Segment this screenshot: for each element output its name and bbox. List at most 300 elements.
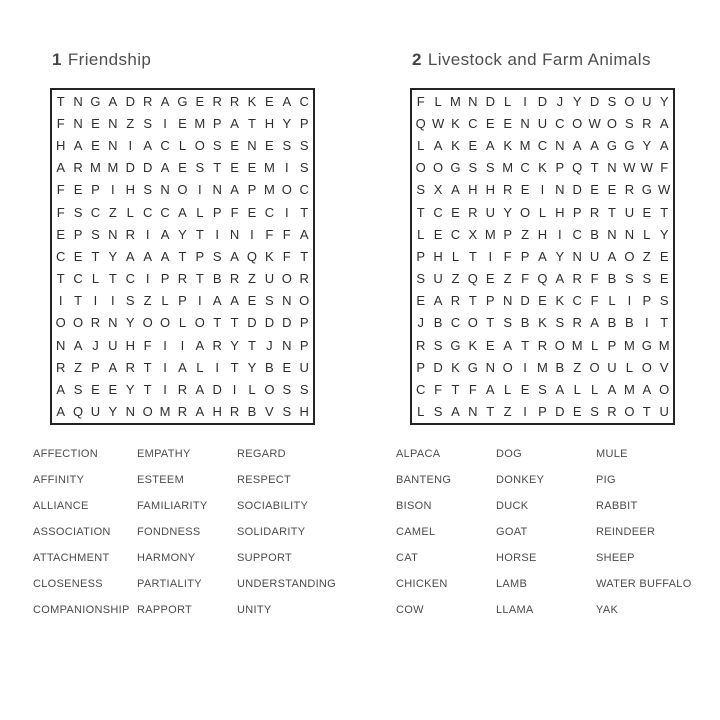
grid-letter: R bbox=[177, 271, 188, 287]
grid-letter: P bbox=[485, 293, 495, 309]
grid-letter: J bbox=[266, 337, 273, 353]
grid-letter: I bbox=[523, 404, 527, 420]
grid-letter: I bbox=[111, 293, 115, 309]
grid-letter: I bbox=[558, 226, 562, 242]
grid-letter: L bbox=[417, 226, 425, 242]
grid-letter: M bbox=[90, 160, 101, 176]
grid-letter: A bbox=[590, 137, 599, 153]
grid-letter: S bbox=[503, 315, 512, 331]
grid-letter: Y bbox=[230, 337, 239, 353]
grid-letter: U bbox=[642, 93, 652, 109]
puzzle-title bbox=[412, 50, 675, 70]
grid-letter: O bbox=[624, 404, 635, 420]
word-list-item: CAT bbox=[396, 552, 419, 564]
grid-letter: T bbox=[608, 204, 616, 220]
grid-letter: T bbox=[300, 204, 309, 220]
grid-letter: U bbox=[299, 359, 309, 375]
grid-letter: V bbox=[659, 359, 669, 375]
word-list-item: FONDNESS bbox=[137, 526, 201, 538]
grid-letter: L bbox=[178, 137, 187, 153]
grid-letter: M bbox=[484, 226, 496, 242]
grid-letter: N bbox=[468, 93, 478, 109]
grid-letter: D bbox=[264, 315, 275, 331]
grid-letter: M bbox=[571, 337, 583, 353]
grid-letter: O bbox=[624, 93, 635, 109]
grid-letter: A bbox=[451, 182, 460, 198]
grid-letter: I bbox=[284, 204, 289, 220]
grid-letter: E bbox=[247, 204, 257, 220]
grid-letter: K bbox=[451, 137, 460, 153]
grid-letter: Y bbox=[572, 93, 582, 109]
grid-letter: A bbox=[590, 315, 599, 331]
grid-letter: E bbox=[91, 382, 100, 398]
grid-letter: I bbox=[128, 137, 133, 153]
grid-letter: R bbox=[502, 182, 513, 198]
grid-letter: E bbox=[659, 248, 669, 264]
grid-letter: L bbox=[504, 382, 512, 398]
grid-letter: C bbox=[450, 226, 461, 242]
grid-letter: C bbox=[572, 226, 582, 242]
grid-letter: T bbox=[91, 248, 100, 264]
grid-letter: J bbox=[556, 93, 564, 109]
grid-letter: A bbox=[607, 382, 617, 398]
grid-letter: N bbox=[555, 182, 565, 198]
grid-letter: I bbox=[198, 182, 202, 198]
grid-letter: E bbox=[108, 382, 118, 398]
grid-letter: Y bbox=[659, 226, 669, 242]
grid-letter: O bbox=[519, 204, 531, 220]
grid-letter: S bbox=[642, 271, 652, 287]
grid-letter: A bbox=[178, 359, 187, 375]
grid-letter: E bbox=[56, 226, 66, 242]
grid-letter: O bbox=[433, 160, 444, 176]
word-list-item: EMPATHY bbox=[137, 448, 191, 460]
grid-letter: E bbox=[485, 271, 495, 287]
grid-letter: I bbox=[232, 382, 237, 398]
grid-letter: C bbox=[56, 248, 66, 264]
grid-letter: L bbox=[178, 315, 187, 331]
grid-letter: U bbox=[433, 271, 443, 287]
grid-letter: I bbox=[163, 359, 167, 375]
grid-letter: P bbox=[538, 404, 547, 420]
grid-letter: T bbox=[486, 315, 495, 331]
grid-letter: I bbox=[644, 315, 649, 331]
grid-letter: F bbox=[521, 271, 530, 287]
grid-letter: O bbox=[467, 315, 478, 331]
grid-letter: T bbox=[660, 315, 669, 331]
grid-letter: O bbox=[554, 337, 565, 353]
word-list-item: PARTIALITY bbox=[137, 578, 202, 590]
grid-letter: O bbox=[55, 315, 66, 331]
grid-letter: W bbox=[658, 182, 671, 198]
word-search-grid bbox=[410, 88, 675, 425]
grid-letter: U bbox=[537, 115, 548, 131]
grid-letter: C bbox=[537, 137, 548, 153]
grid-letter: A bbox=[555, 271, 565, 287]
grid-letter: L bbox=[573, 382, 581, 398]
grid-letter: O bbox=[194, 137, 205, 153]
grid-letter: R bbox=[624, 182, 635, 198]
grid-letter: N bbox=[520, 115, 530, 131]
puzzle-number: 1 bbox=[52, 50, 62, 69]
grid-letter: S bbox=[433, 404, 443, 420]
grid-letter: R bbox=[142, 93, 153, 109]
grid-letter: E bbox=[520, 182, 530, 198]
puzzle-title-text: Livestock and Farm Animals bbox=[427, 50, 651, 69]
grid-letter: Q bbox=[415, 115, 426, 131]
grid-letter: I bbox=[163, 337, 167, 353]
grid-letter: N bbox=[624, 226, 635, 242]
grid-letter: K bbox=[538, 160, 547, 176]
grid-letter: A bbox=[503, 337, 512, 353]
grid-letter: Y bbox=[642, 137, 652, 153]
grid-letter: F bbox=[282, 226, 291, 242]
grid-letter: O bbox=[299, 293, 310, 309]
grid-letter: U bbox=[624, 204, 635, 220]
grid-letter: E bbox=[451, 204, 460, 220]
grid-letter: O bbox=[281, 271, 292, 287]
grid-letter: E bbox=[265, 137, 274, 153]
grid-letter: P bbox=[299, 315, 309, 331]
grid-letter: M bbox=[658, 337, 670, 353]
grid-letter: D bbox=[572, 182, 582, 198]
grid-letter: N bbox=[160, 182, 170, 198]
grid-letter: A bbox=[607, 248, 617, 264]
grid-letter: D bbox=[520, 293, 530, 309]
grid-letter: A bbox=[160, 93, 170, 109]
grid-letter: Q bbox=[467, 271, 478, 287]
grid-letter: F bbox=[660, 160, 669, 176]
grid-letter: H bbox=[433, 248, 443, 264]
grid-letter: R bbox=[572, 315, 582, 331]
grid-letter: O bbox=[624, 248, 635, 264]
grid-letter: A bbox=[433, 137, 443, 153]
grid-letter: Z bbox=[248, 271, 256, 287]
grid-letter: S bbox=[659, 293, 669, 309]
word-list-item: DUCK bbox=[496, 500, 529, 512]
word-list-item: AFFINITY bbox=[33, 474, 85, 486]
grid-letter: P bbox=[299, 115, 309, 131]
grid-letter: C bbox=[450, 315, 461, 331]
word-list-item: PIG bbox=[596, 474, 616, 486]
grid-letter: H bbox=[125, 337, 135, 353]
grid-letter: F bbox=[282, 248, 291, 264]
grid-letter: R bbox=[73, 160, 83, 176]
grid-letter: S bbox=[590, 404, 599, 420]
grid-letter: H bbox=[468, 182, 478, 198]
grid-letter: W bbox=[588, 115, 601, 131]
grid-letter: C bbox=[90, 204, 101, 220]
grid-letter: N bbox=[229, 226, 240, 242]
grid-letter: C bbox=[73, 271, 83, 287]
grid-letter: E bbox=[195, 93, 205, 109]
grid-letter: A bbox=[659, 137, 669, 153]
grid-letter: A bbox=[642, 382, 652, 398]
grid-letter: P bbox=[160, 271, 170, 287]
grid-letter: S bbox=[416, 271, 426, 287]
grid-letter: I bbox=[540, 182, 545, 198]
grid-letter: E bbox=[433, 226, 443, 242]
grid-letter: T bbox=[590, 160, 599, 176]
word-list-item: SUPPORT bbox=[237, 552, 293, 564]
grid-letter: S bbox=[212, 137, 222, 153]
grid-letter: T bbox=[300, 248, 309, 264]
grid-letter: T bbox=[416, 204, 425, 220]
grid-letter: N bbox=[607, 160, 617, 176]
grid-letter: N bbox=[282, 293, 292, 309]
grid-letter: W bbox=[623, 160, 636, 176]
word-list-item: ATTACHMENT bbox=[33, 552, 110, 564]
grid-letter: R bbox=[90, 315, 101, 331]
grid-letter: P bbox=[416, 248, 426, 264]
grid-letter: T bbox=[486, 404, 495, 420]
grid-letter: E bbox=[282, 359, 292, 375]
grid-letter: B bbox=[607, 271, 617, 287]
word-list-item: AFFECTION bbox=[33, 448, 99, 460]
grid-letter: A bbox=[143, 137, 152, 153]
grid-letter: A bbox=[160, 248, 170, 264]
grid-letter: N bbox=[502, 293, 513, 309]
grid-letter: O bbox=[194, 315, 205, 331]
grid-letter: S bbox=[433, 337, 443, 353]
grid-letter: R bbox=[450, 293, 461, 309]
word-list-item: HORSE bbox=[496, 552, 537, 564]
grid-letter: M bbox=[450, 93, 461, 109]
word-list-item: BISON bbox=[396, 500, 432, 512]
grid-letter: P bbox=[212, 204, 222, 220]
grid-letter: E bbox=[607, 182, 617, 198]
grid-letter: F bbox=[468, 382, 477, 398]
grid-letter: R bbox=[212, 93, 222, 109]
word-list-item: HARMONY bbox=[137, 552, 196, 564]
grid-letter: F bbox=[434, 382, 443, 398]
grid-letter: C bbox=[299, 182, 309, 198]
grid-letter: Y bbox=[247, 359, 257, 375]
grid-letter: G bbox=[624, 137, 635, 153]
grid-letter: S bbox=[416, 182, 426, 198]
grid-letter: L bbox=[504, 93, 512, 109]
grid-letter: R bbox=[229, 93, 240, 109]
grid-letter: S bbox=[73, 382, 83, 398]
grid-letter: A bbox=[555, 382, 565, 398]
grid-letter: A bbox=[108, 359, 118, 375]
grid-letter: A bbox=[73, 337, 83, 353]
grid-letter: B bbox=[590, 226, 599, 242]
grid-letter: H bbox=[125, 182, 135, 198]
grid-letter: Y bbox=[503, 204, 512, 220]
grid-letter: R bbox=[56, 359, 66, 375]
grid-letter: R bbox=[572, 271, 582, 287]
grid-letter: B bbox=[607, 315, 617, 331]
grid-letter: T bbox=[213, 160, 222, 176]
grid-letter: K bbox=[451, 359, 460, 375]
grid-letter: F bbox=[230, 204, 239, 220]
grid-letter: H bbox=[264, 115, 275, 131]
word-list-item: REGARD bbox=[237, 448, 286, 460]
grid-letter: N bbox=[212, 182, 222, 198]
grid-letter: E bbox=[91, 115, 100, 131]
grid-letter: E bbox=[178, 115, 187, 131]
grid-letter: C bbox=[555, 115, 565, 131]
grid-letter: O bbox=[606, 115, 618, 131]
grid-letter: J bbox=[417, 315, 424, 331]
grid-letter: N bbox=[282, 337, 292, 353]
grid-letter: E bbox=[485, 115, 495, 131]
word-list-item: MULE bbox=[596, 448, 628, 460]
grid-letter: A bbox=[659, 115, 669, 131]
grid-letter: I bbox=[111, 182, 115, 198]
grid-letter: G bbox=[177, 93, 188, 109]
grid-letter: T bbox=[195, 271, 204, 287]
grid-letter: E bbox=[520, 382, 530, 398]
grid-letter: E bbox=[178, 160, 187, 176]
grid-letter: K bbox=[538, 315, 547, 331]
grid-letter: B bbox=[265, 359, 274, 375]
grid-letter: S bbox=[282, 404, 292, 420]
grid-letter: O bbox=[502, 359, 513, 375]
grid-letter: Y bbox=[659, 93, 669, 109]
grid-letter: D bbox=[589, 93, 600, 109]
grid-letter: S bbox=[282, 382, 292, 398]
grid-letter: E bbox=[230, 137, 239, 153]
grid-letter: M bbox=[263, 182, 275, 198]
grid-letter: B bbox=[625, 315, 634, 331]
grid-letter: T bbox=[230, 315, 239, 331]
grid-letter: C bbox=[416, 382, 426, 398]
grid-letter: M bbox=[194, 115, 206, 131]
grid-letter: P bbox=[503, 226, 512, 242]
grid-letter: E bbox=[73, 248, 83, 264]
grid-letter: Z bbox=[573, 359, 582, 375]
grid-letter: A bbox=[160, 226, 170, 242]
grid-letter: U bbox=[589, 248, 600, 264]
grid-letter: F bbox=[416, 93, 425, 109]
puzzle-title-text: Friendship bbox=[67, 50, 152, 69]
grid-letter: T bbox=[143, 382, 152, 398]
grid-letter: G bbox=[606, 137, 618, 153]
grid-letter: T bbox=[468, 293, 477, 309]
grid-letter: R bbox=[125, 226, 135, 242]
grid-letter: H bbox=[537, 226, 548, 242]
grid-letter: A bbox=[299, 226, 309, 242]
grid-letter: T bbox=[195, 226, 204, 242]
grid-letter: Z bbox=[521, 226, 530, 242]
grid-letter: A bbox=[195, 337, 205, 353]
grid-letter: S bbox=[485, 160, 495, 176]
grid-letter: N bbox=[572, 248, 582, 264]
grid-letter: I bbox=[180, 337, 185, 353]
grid-letter: A bbox=[230, 248, 239, 264]
grid-letter: P bbox=[299, 337, 309, 353]
grid-letter: P bbox=[572, 204, 582, 220]
word-list-item: LAMB bbox=[496, 578, 528, 590]
grid-letter: R bbox=[177, 404, 188, 420]
grid-letter: A bbox=[56, 382, 66, 398]
grid-letter: B bbox=[433, 315, 443, 331]
grid-letter: B bbox=[212, 271, 222, 287]
grid-letter: N bbox=[468, 404, 478, 420]
word-list-item: RESPECT bbox=[237, 474, 292, 486]
grid-letter: F bbox=[143, 337, 152, 353]
grid-letter: M bbox=[159, 404, 171, 420]
grid-letter: C bbox=[433, 204, 443, 220]
grid-letter: Q bbox=[73, 404, 84, 420]
grid-letter: S bbox=[125, 293, 135, 309]
grid-letter: I bbox=[145, 226, 150, 242]
grid-letter: K bbox=[265, 248, 274, 264]
grid-letter: F bbox=[56, 204, 65, 220]
grid-letter: E bbox=[416, 293, 426, 309]
grid-letter: A bbox=[56, 404, 66, 420]
grid-letter: I bbox=[250, 226, 254, 242]
grid-letter: I bbox=[58, 293, 63, 309]
grid-letter: D bbox=[125, 160, 135, 176]
grid-letter: C bbox=[160, 137, 170, 153]
grid-letter: E bbox=[659, 271, 669, 287]
grid-letter: G bbox=[641, 182, 652, 198]
grid-letter: Z bbox=[503, 271, 512, 287]
grid-letter: S bbox=[555, 315, 565, 331]
grid-letter: P bbox=[195, 248, 205, 264]
word-list bbox=[396, 447, 720, 629]
grid-letter: S bbox=[143, 182, 152, 198]
grid-letter: N bbox=[56, 337, 66, 353]
grid-letter: E bbox=[485, 337, 495, 353]
grid-letter: Q bbox=[537, 271, 548, 287]
grid-letter: F bbox=[56, 182, 65, 198]
grid-letter: O bbox=[659, 382, 670, 398]
word-list-item: RABBIT bbox=[596, 500, 638, 512]
word-list-item: BANTENG bbox=[396, 474, 452, 486]
grid-letter: I bbox=[523, 93, 527, 109]
grid-letter: S bbox=[468, 160, 478, 176]
grid-letter: K bbox=[555, 293, 565, 309]
grid-letter: O bbox=[281, 182, 292, 198]
grid-letter: T bbox=[248, 115, 256, 131]
grid-letter: E bbox=[265, 93, 274, 109]
word-list-item: DOG bbox=[496, 448, 522, 460]
grid-letter: N bbox=[108, 226, 118, 242]
grid-letter: P bbox=[73, 226, 83, 242]
word-list-item: ALLIANCE bbox=[33, 500, 89, 512]
grid-letter: G bbox=[450, 337, 461, 353]
grid-letter: L bbox=[451, 248, 460, 264]
grid-letter: L bbox=[91, 271, 100, 287]
grid-letter: J bbox=[92, 337, 99, 353]
grid-letter: O bbox=[572, 115, 583, 131]
grid-letter: P bbox=[642, 293, 652, 309]
word-list-item: COMPANIONSHIP bbox=[33, 604, 130, 616]
grid-letter: A bbox=[433, 293, 443, 309]
grid-letter: M bbox=[537, 359, 548, 375]
grid-letter: Y bbox=[555, 248, 565, 264]
grid-letter: W bbox=[640, 160, 653, 176]
grid-letter: P bbox=[178, 293, 187, 309]
word-list-item: SHEEP bbox=[596, 552, 635, 564]
grid-letter: A bbox=[178, 204, 187, 220]
grid-letter: L bbox=[417, 137, 425, 153]
grid-letter: L bbox=[196, 359, 204, 375]
grid-letter: E bbox=[590, 182, 599, 198]
grid-letter: Y bbox=[108, 248, 118, 264]
grid-letter: Y bbox=[125, 315, 135, 331]
grid-letter: D bbox=[282, 315, 292, 331]
grid-letter: O bbox=[142, 404, 153, 420]
grid-letter: R bbox=[607, 404, 617, 420]
grid-letter: X bbox=[468, 226, 478, 242]
grid-letter: C bbox=[160, 204, 170, 220]
grid-letter: N bbox=[73, 115, 83, 131]
